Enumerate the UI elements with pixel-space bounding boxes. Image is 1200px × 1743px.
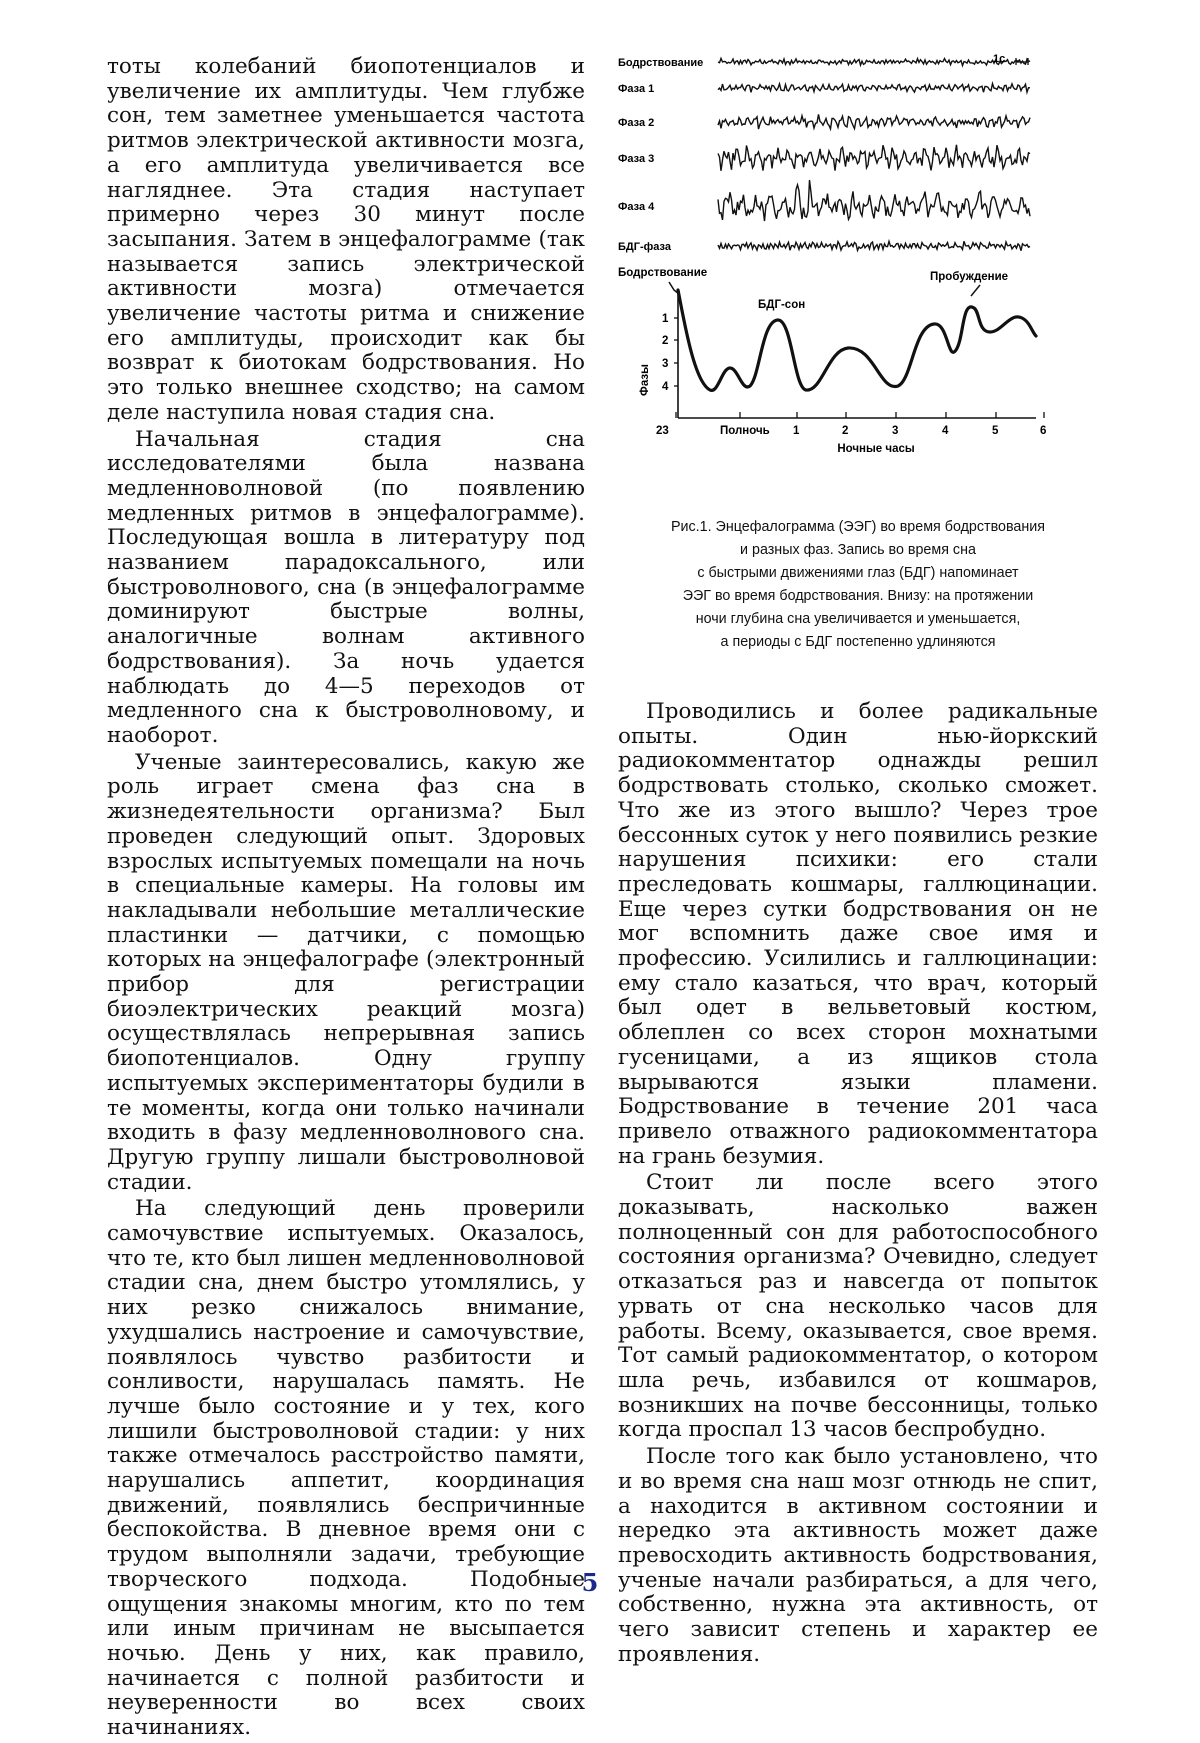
x-tick-label: 23 xyxy=(656,425,669,437)
caption-line: ЭЭГ во время бодрствования. Внизу: на протяжении xyxy=(682,588,1034,604)
right-column xyxy=(618,700,1098,1669)
eeg-trace xyxy=(718,145,1030,171)
y-tick-label: 1 xyxy=(662,313,669,325)
wake-pointer xyxy=(669,282,679,294)
x-tick-label: 6 xyxy=(1040,425,1047,437)
wake-label: Бодрствование xyxy=(618,267,708,279)
page-number: 5 xyxy=(581,1568,599,1597)
x-tick-label: 2 xyxy=(842,425,849,437)
rem-sleep-label: БДГ-сон xyxy=(758,299,806,311)
trace-label: Фаза 2 xyxy=(618,117,655,129)
eeg-trace xyxy=(718,241,1030,251)
hypnogram-curve xyxy=(678,290,1036,390)
y-tick-label: 3 xyxy=(662,358,669,370)
eeg-trace xyxy=(718,58,1030,65)
paragraph: Стоит ли после всего этого доказывать, насколько важен полноценный сон для работоспособного состояния организма? Очевидно, следует отказаться раз и навсегда от попыток урвать от сна несколько часов для работы. Всему, оказывается, свое время. Тот самый радиокомментатор, о котором шла речь, избавился от кошмаров, возникших на почве бессонницы, только когда проспал 13 часов беспробудно. xyxy=(618,1170,1098,1443)
eeg-trace xyxy=(718,180,1030,221)
x-tick-label: Полночь xyxy=(720,425,770,437)
paragraph: Начальная стадия сна исследователями была названа медленноволновой (по появлению медленных ритмов в энцефалограмме). Последующая вошла в литературу под названием парадоксального, или быстроволнового, сна (в энцефалограмме доминируют быстрые волны, аналогичные волнам активного бодрствования). За ночь удается наблюдать до 4—5 переходов от медленного сна к быстроволновому, и наоборот. xyxy=(107,426,585,748)
paragraph: После того как было установлено, что и во время сна наш мозг отнюдь не спит, а находится в активном состоянии и нередко эта активность может даже превосходить активность бодрствования, ученые начали разбираться, а для чего, собственно, нужна эта активность, от чего зависит степень и характер ее проявления. xyxy=(618,1444,1098,1667)
eeg-trace xyxy=(718,114,1030,129)
x-tick-label: 1 xyxy=(793,425,800,437)
trace-label: Фаза 4 xyxy=(618,201,655,213)
scale-label: 1с xyxy=(993,53,1006,65)
caption-line: с быстрыми движениями глаз (БДГ) напоминает xyxy=(697,565,1019,581)
trace-label: БДГ-фаза xyxy=(618,241,671,253)
y-tick-label: 2 xyxy=(662,335,669,347)
trace-label: Фаза 3 xyxy=(618,153,655,165)
eeg-figure xyxy=(618,50,1098,690)
hypnogram xyxy=(618,267,1046,455)
eeg-diagram xyxy=(618,50,1098,470)
eeg-trace xyxy=(718,84,1030,93)
figure-caption xyxy=(618,516,1098,654)
caption-line: ночи глубина сна увеличивается и уменьшается, xyxy=(695,611,1021,627)
paragraph: Проводились и более радикальные опыты. Один нью-йоркский радиокомментатор однажды решил бодрствовать столько, сколько сможет. Что же из этого вышло? Через трое бессонных суток у него появились резкие нарушения психики: его стали преследовать кошмары, галлюцинации. Еще через сутки бодрствования он не мог вспомнить даже свое имя и профессию. Усилились и галлюцинации: ему стало казаться, что врач, который был одет в вельветовый костюм, облеплен со всех сторон мохнатыми гусеницами, а из ящиков стола вырываются языки пламени. Бодрствование в течение 201 часа привело отважного радиокомментатора на грань безумия. xyxy=(618,699,1098,1169)
awakening-label: Пробуждение xyxy=(930,271,1009,283)
trace-label: Фаза 1 xyxy=(618,83,655,95)
awakening-pointer xyxy=(971,285,980,296)
x-tick-label: 5 xyxy=(992,425,999,437)
paragraph: тоты колебаний биопотенциалов и увеличение их амплитуды. Чем глубже сон, тем заметнее уменьшается частота ритмов электрической активности мозга, а его амплитуда увеличивается все нагляднее. Эта стадия наступает примерно через 30 минут после засыпания. Затем в энцефалограмме (так называется запись электрической активности мозга) отмечается увеличение частоты ритма и снижение его амплитуды, происходит как бы возврат к биотокам бодрствования. Но это только внешнее сходство; на самом деле наступила новая стадия сна. xyxy=(107,54,585,425)
caption-line: Рис.1. Энцефалограмма (ЭЭГ) во время бодрствования xyxy=(671,519,1045,535)
x-tick-label: 4 xyxy=(942,425,949,437)
caption-line: и разных фаз. Запись во время сна xyxy=(740,542,976,558)
x-tick-label: 3 xyxy=(892,425,899,437)
paragraph: Ученые заинтересовались, какую же роль играет смена фаз сна в жизнедеятельности организма? Был проведен следующий опыт. Здоровых взрослых испытуемых помещали на ночь в специальные камеры. На головы им накладывали небольшие металлические пластинки — датчики, с помощью которых на энцефалографе (электронный прибор для регистрации биоэлектрических реакций мозга) осуществлялась непрерывная запись биопотенциалов. Одну группу испытуемых экспериментаторы будили в те моменты, когда они только начинали входить в фазу медленноволнового сна. Другую группу лишали быстроволновой стадии. xyxy=(107,749,585,1195)
trace-label: Бодрствование xyxy=(618,57,704,69)
y-tick-label: 4 xyxy=(662,381,669,393)
caption-line: а периоды с БДГ постепенно удлиняются xyxy=(720,634,996,650)
left-column xyxy=(107,55,585,1743)
y-axis-label: Фазы xyxy=(639,364,651,396)
x-axis-label: Ночные часы xyxy=(837,443,915,455)
paragraph: На следующий день проверили самочувствие испытуемых. Оказалось, что те, кто был лишен медленноволновой стадии сна, днем быстро утомлялись, у них резко снижалось внимание, ухудшались настроение и самочувствие, появлялось чувство разбитости и сонливости, нарушалась память. Не лучше было состояние и у тех, кого лишили быстроволновой стадии: у них также отмечалось расстройство памяти, нарушались аппетит, координация движений, появлялись беспричинные беспокойства. В дневное время они с трудом выполняли задачи, требующие творческого подхода. Подобные ощущения знакомы многим, кто по тем или иным причинам не высыпается ночью. День у них, как правило, начинается с полной разбитости и неуверенности во всех своих начинаниях. xyxy=(107,1196,585,1741)
